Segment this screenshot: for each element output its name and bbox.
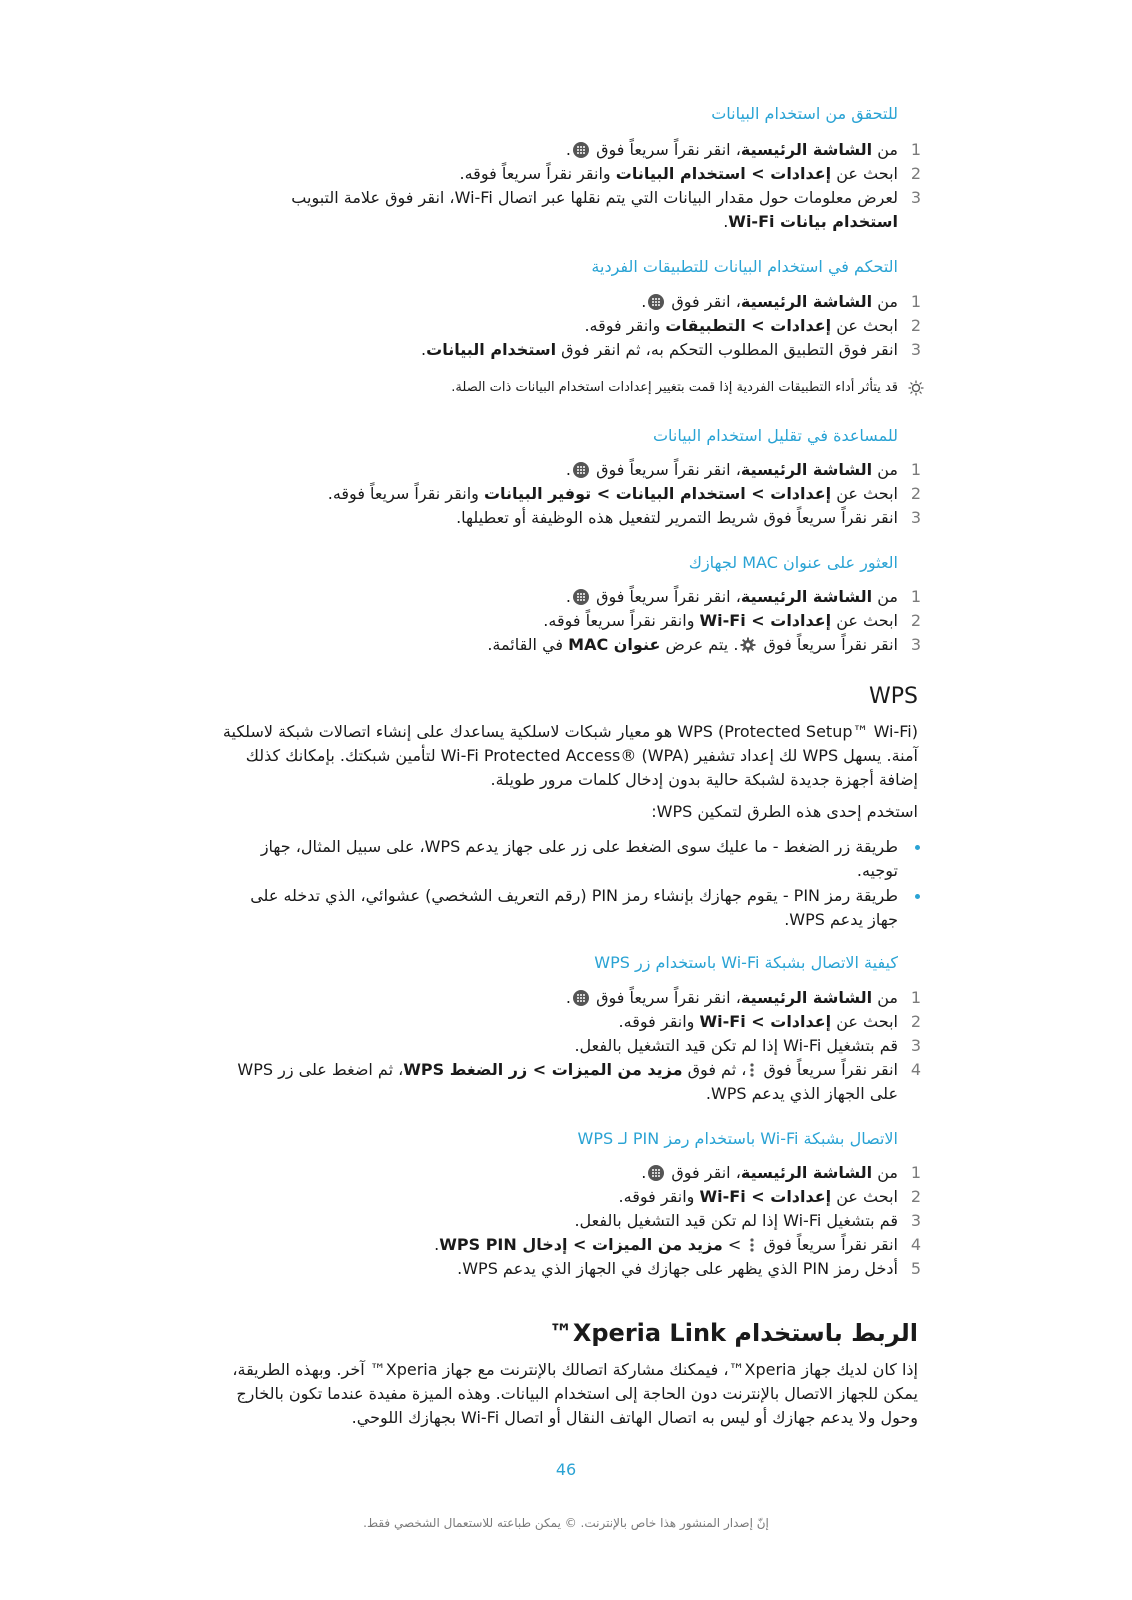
wps-methods-intro: استخدم إحدى هذه الطرق لتمكين WPS:	[651, 802, 918, 821]
wps-intro: WPS (Protected Setup™ Wi-Fi) هو معيار شبكات لاسلكية يساعدك على إنشاء اتصالات شبكة لاسلكية آمنة. يسهل WPS لك إعداد تشفير Wi-Fi Protected Access® (WPA) لتأمين شبكتك. بإمكانك كذلك إضافة أجهزة جديدة لشبكة حالية بدون إدخال كلمات مرور طويلة.	[222, 722, 918, 789]
tip-note: قد يتأثر أداء التطبيقات الفردية إذا قمت بتغيير إعدادات استخدام البيانات ذات الصلة.	[218, 378, 898, 398]
step: 4 انقر نقراً سريعاً فوق > مزيد من الميزات > إدخال WPS PIN.	[434, 1235, 922, 1254]
step: 2 ابحث عن إعدادات > التطبيقات وانقر فوقه.	[584, 316, 922, 335]
step: 3 انقر نقراً سريعاً فوق . يتم عرض عنوان MAC في القائمة.	[487, 635, 922, 654]
step: 1 من الشاشة الرئيسية، انقر نقراً سريعاً فوق .	[565, 460, 922, 479]
section-title-reduce-data: للمساعدة في تقليل استخدام البيانات	[652, 426, 898, 445]
list-item: طريقة رمز PIN - يقوم جهازك بإنشاء رمز PIN (رقم التعريف الشخصي) عشوائي، الذي تدخله على جهاز يدعم WPS.	[218, 884, 898, 932]
section-title-data-usage: للتحقق من استخدام البيانات	[711, 104, 898, 123]
step: 5 أدخل رمز PIN الذي يظهر على جهازك في الجهاز الذي يدعم WPS.	[457, 1259, 922, 1278]
section-title-wps-button: كيفية الاتصال بشبكة Wi-Fi باستخدام زر WPS	[594, 953, 898, 972]
xperia-link-heading: الربط باستخدام Xperia Link™	[548, 1319, 918, 1347]
section-title-mac: العثور على عنوان MAC لجهازك	[688, 553, 898, 572]
step: 2 ابحث عن إعدادات > Wi-Fi وانقر فوقه.	[618, 1012, 922, 1031]
step: 2 ابحث عن إعدادات > Wi-Fi وانقر نقراً سريعاً فوقه.	[543, 611, 922, 630]
more-options-icon	[748, 1062, 756, 1078]
step: 3 قم بتشغيل Wi-Fi إذا لم تكن قيد التشغيل بالفعل.	[574, 1211, 922, 1230]
xperia-link-paragraph: إذا كان لديك جهاز Xperia™، فيمكنك مشاركة اتصالك بالإنترنت مع جهاز Xperia™ آخر. وبهذه الطريقة، يمكن للجهاز الاتصال بالإنترنت دون الحاجة إلى استخدام البيانات. وهذه الميزة مفيدة عندما تكون بالخارج وحول ولا يدعم جهازك أو ليس به اتصال الهاتف النقال أو اتصال Wi-Fi بجهازك اللوحي.	[232, 1360, 918, 1427]
section-title-wps-pin: الاتصال بشبكة Wi-Fi باستخدام رمز PIN لـ WPS	[577, 1129, 898, 1148]
page-number: 46	[555, 1460, 577, 1479]
step: 1 من الشاشة الرئيسية، انقر نقراً سريعاً فوق .	[565, 140, 922, 159]
step: 3 انقر فوق التطبيق المطلوب التحكم به، ثم انقر فوق استخدام البيانات.	[421, 340, 922, 359]
step: 3 لعرض معلومات حول مقدار البيانات التي يتم نقلها عبر اتصال Wi-Fi، انقر فوق علامة التبويب استخدام بيانات Wi-Fi.	[291, 188, 922, 231]
apps-icon	[573, 142, 589, 158]
section-title-app-data: التحكم في استخدام البيانات للتطبيقات الفردية	[591, 257, 898, 276]
step: 2 ابحث عن إعدادات > Wi-Fi وانقر فوقه.	[618, 1187, 922, 1206]
step: 2 ابحث عن إعدادات > استخدام البيانات > توفير البيانات وانقر نقراً سريعاً فوقه.	[327, 484, 922, 503]
apps-icon	[573, 462, 589, 478]
step: 3 قم بتشغيل Wi-Fi إذا لم تكن قيد التشغيل بالفعل.	[574, 1036, 922, 1055]
step: 1 من الشاشة الرئيسية، انقر فوق .	[641, 292, 922, 311]
apps-icon	[573, 990, 589, 1006]
apps-icon	[648, 294, 664, 310]
more-options-icon	[748, 1237, 756, 1253]
step: 1 من الشاشة الرئيسية، انقر نقراً سريعاً فوق .	[565, 587, 922, 606]
step: 4 انقر نقراً سريعاً فوق ، ثم فوق مزيد من الميزات > زر الضغط WPS، ثم اضغط على زر WPS على الجهاز الذي يدعم WPS.	[237, 1060, 922, 1103]
wps-heading: WPS	[869, 684, 918, 709]
gear-icon	[740, 637, 756, 653]
step: 2 ابحث عن إعدادات > استخدام البيانات وانقر نقراً سريعاً فوقه.	[459, 164, 922, 183]
footer-note: إنّ إصدار المنشور هذا خاص بالإنترنت. © يمكن طباعته للاستعمال الشخصي فقط.	[363, 1516, 769, 1530]
step: 1 من الشاشة الرئيسية، انقر فوق .	[641, 1163, 922, 1182]
lightbulb-icon	[908, 380, 924, 396]
step: 1 من الشاشة الرئيسية، انقر نقراً سريعاً فوق .	[565, 988, 922, 1007]
list-item: طريقة زر الضغط - ما عليك سوى الضغط على زر على جهاز يدعم WPS، على سبيل المثال، جهاز توجيه.	[218, 835, 898, 883]
apps-icon	[573, 589, 589, 605]
apps-icon	[648, 1165, 664, 1181]
step: 3 انقر نقراً سريعاً فوق شريط التمرير لتفعيل هذه الوظيفة أو تعطيلها.	[456, 508, 922, 527]
